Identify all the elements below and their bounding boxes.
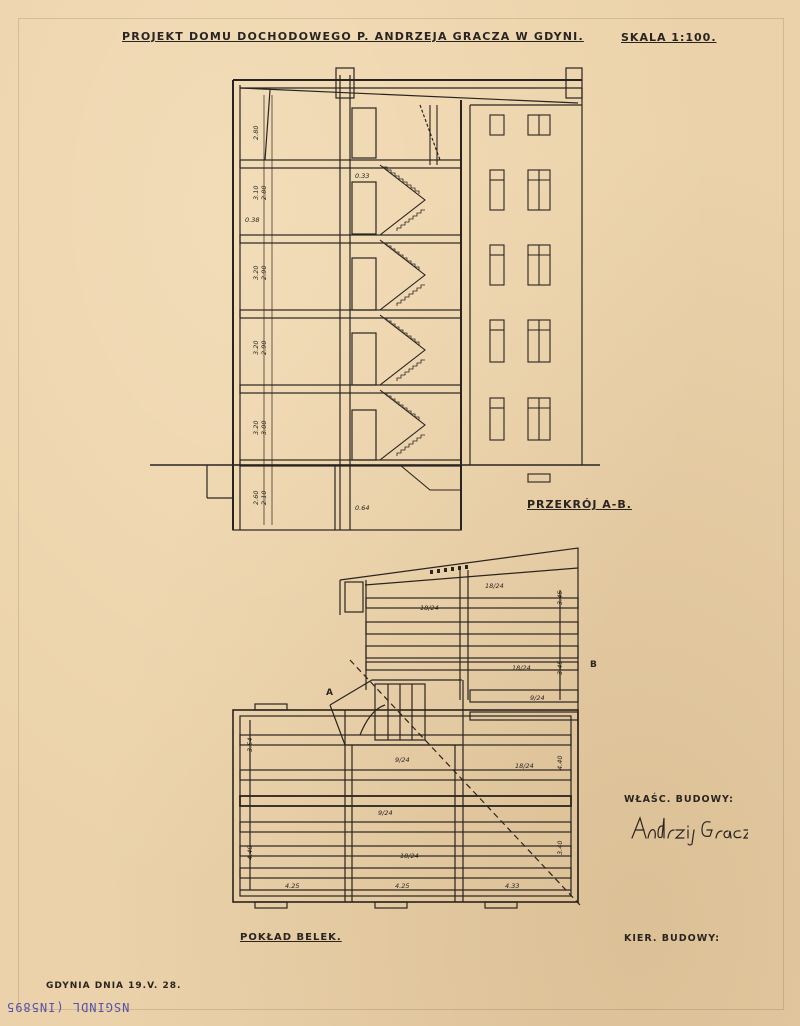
dim-section-3: 2.80 xyxy=(260,185,268,200)
site-manager-label: KIER. BUDOWY: xyxy=(624,933,721,944)
dim-plan-16: 9/24 xyxy=(395,756,410,764)
dim-plan-1: 3.45 xyxy=(556,590,564,605)
dim-plan-7: 4.25 xyxy=(285,882,300,890)
dim-plan-3: 4.40 xyxy=(556,755,564,770)
dim-plan-13: 18/24 xyxy=(515,762,534,770)
dim-plan-2: 3.45 xyxy=(556,660,564,675)
dim-plan-17: 9/24 xyxy=(378,809,393,817)
dim-section-4: 3.20 xyxy=(252,265,260,280)
section-label: PRZEKRÓJ A-B. xyxy=(527,498,632,511)
section-marker-b: B xyxy=(590,660,597,670)
dim-plan-15: 9/24 xyxy=(530,694,545,702)
dim-section-8: 3.20 xyxy=(252,420,260,435)
dim-section-12: 0.64 xyxy=(355,504,370,512)
owner-signature xyxy=(628,812,748,848)
dim-section-14: 0.38 xyxy=(245,216,260,224)
dim-section-6: 3.20 xyxy=(252,340,260,355)
dim-section-2: 3.10 xyxy=(252,185,260,200)
dim-plan-14: 18/24 xyxy=(400,852,419,860)
dim-plan-10: 18/24 xyxy=(485,582,504,590)
dim-plan-5: 3.54 xyxy=(246,737,254,752)
dim-section-11: 2.10 xyxy=(260,490,268,505)
dim-section-5: 2.90 xyxy=(260,265,268,280)
dim-section-10: 2.60 xyxy=(252,490,260,505)
dim-section-7: 2.90 xyxy=(260,340,268,355)
date-line: GDYNIA DNIA 19.V. 28. xyxy=(46,981,182,991)
dim-plan-8: 4.25 xyxy=(395,882,410,890)
drawing-scale: SKALA 1:100. xyxy=(621,31,717,44)
owner-label: WŁAŚC. BUDOWY: xyxy=(624,794,734,805)
dim-section-1: 2.80 xyxy=(252,125,260,140)
archive-stamp: NSGINDL (IN5895 xyxy=(6,1000,130,1014)
drawing-title: PROJEKT DOMU DOCHODOWEGO P. ANDRZEJA GRACZA W GDYNI. xyxy=(122,30,584,43)
dim-plan-11: 18/24 xyxy=(420,604,439,612)
beam-plan-label: POKŁAD BELEK. xyxy=(240,932,342,943)
dim-section-13: 0.33 xyxy=(355,172,370,180)
dim-plan-4: 3.40 xyxy=(556,840,564,855)
section-marker-a: A xyxy=(326,688,333,698)
dim-plan-9: 4.33 xyxy=(505,882,520,890)
dim-plan-6: 4.40 xyxy=(246,845,254,860)
dim-section-9: 3.00 xyxy=(260,420,268,435)
dim-plan-12: 18/24 xyxy=(512,664,531,672)
